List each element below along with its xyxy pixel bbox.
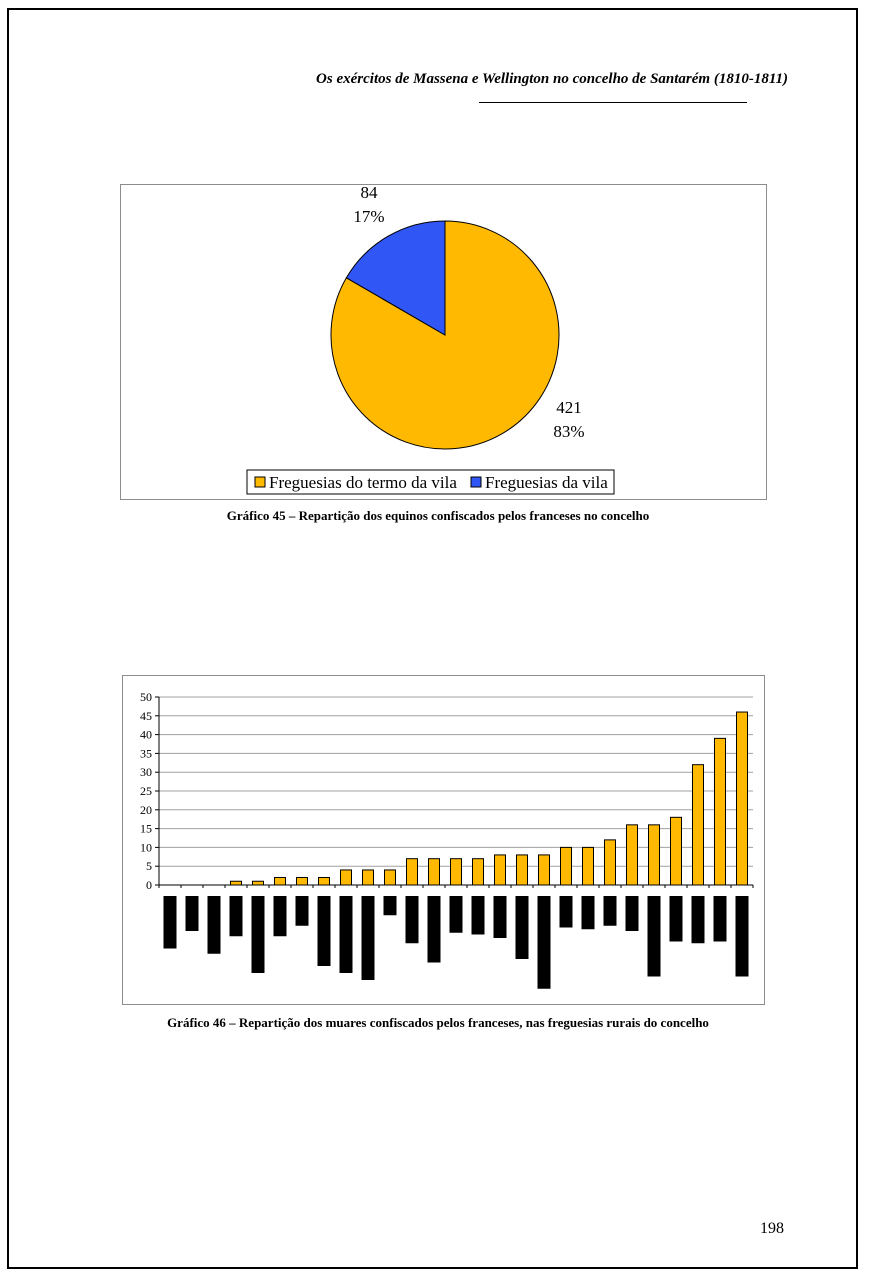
bar-positive-24 xyxy=(693,765,704,885)
bar-positive-7 xyxy=(319,877,330,885)
bar-positive-6 xyxy=(297,877,308,885)
bar-negative-8 xyxy=(340,896,353,973)
y-tick-label-1: 5 xyxy=(146,859,152,874)
bar-positive-12 xyxy=(429,859,440,885)
bar-positive-23 xyxy=(671,817,682,885)
bar-positive-5 xyxy=(275,877,286,885)
bar-positive-8 xyxy=(341,870,352,885)
y-tick-label-0: 0 xyxy=(146,878,152,892)
bar-positive-11 xyxy=(407,859,418,885)
bar-negative-6 xyxy=(296,896,309,926)
bar-negative-20 xyxy=(604,896,617,926)
pie-value-label-0: 421 xyxy=(556,398,582,417)
bar-negative-16 xyxy=(516,896,529,959)
bar-positive-26 xyxy=(737,712,748,885)
bar-negative-5 xyxy=(274,896,287,936)
bar-negative-12 xyxy=(428,896,441,963)
legend-swatch-0 xyxy=(255,477,265,487)
bar-chart-container xyxy=(122,675,765,1005)
bar-positive-25 xyxy=(715,738,726,885)
bar-negative-11 xyxy=(406,896,419,943)
y-tick-label-9: 45 xyxy=(140,708,152,723)
pie-value-label-1: 84 xyxy=(360,185,378,202)
bar-positive-17 xyxy=(539,855,550,885)
bar-negative-22 xyxy=(648,896,661,977)
pie-percent-label-0: 83% xyxy=(553,422,585,441)
bar-negative-18 xyxy=(560,896,573,928)
bar-negative-7 xyxy=(318,896,331,966)
bar-positive-18 xyxy=(561,847,572,885)
running-header: Os exércitos de Massena e Wellington no concelho de Santarém (1810-1811) xyxy=(316,71,788,87)
bar-negative-23 xyxy=(670,896,683,942)
bar-negative-24 xyxy=(692,896,705,943)
bar-positive-16 xyxy=(517,855,528,885)
bar-negative-19 xyxy=(582,896,595,929)
bar-negative-3 xyxy=(230,896,243,936)
bar-positive-15 xyxy=(495,855,506,885)
bar-negative-14 xyxy=(472,896,485,935)
pie-percent-label-1: 17% xyxy=(353,207,385,226)
bar-positive-13 xyxy=(451,859,462,885)
y-gridlines xyxy=(159,697,753,866)
bar-positive-3 xyxy=(231,881,242,885)
bar-negative-13 xyxy=(450,896,463,933)
bar-negative-26 xyxy=(736,896,749,977)
bar-positive-4 xyxy=(253,881,264,885)
y-tick-label-2: 10 xyxy=(140,840,152,855)
header-rule xyxy=(479,102,747,103)
bar-negative-0 xyxy=(164,896,177,949)
bar-negative-21 xyxy=(626,896,639,931)
y-tick-label-6: 30 xyxy=(140,765,152,780)
bar-positive-14 xyxy=(473,859,484,885)
bar-negative-17 xyxy=(538,896,551,989)
legend-label-1: Freguesias da vila xyxy=(485,473,608,492)
bar-negative-1 xyxy=(186,896,199,931)
legend-swatch-1 xyxy=(471,477,481,487)
bar-positive-19 xyxy=(583,847,594,885)
bar-positive-21 xyxy=(627,825,638,885)
y-tick-label-4: 20 xyxy=(140,802,152,817)
y-tick-label-7: 35 xyxy=(140,746,152,761)
bar-negative-2 xyxy=(208,896,221,954)
bar-negative-10 xyxy=(384,896,397,915)
bar-negative-9 xyxy=(362,896,375,980)
bar-positive-22 xyxy=(649,825,660,885)
bar-negative-4 xyxy=(252,896,265,973)
bar-chart xyxy=(123,676,764,1004)
pie-legend xyxy=(247,470,614,494)
pie-chart-container xyxy=(120,184,767,500)
y-tick-label-3: 15 xyxy=(140,821,152,836)
pie-chart-caption: Gráfico 45 – Repartição dos equinos confiscados pelos franceses no concelho xyxy=(226,508,650,523)
y-tick-label-8: 40 xyxy=(140,727,152,742)
bar-positive-20 xyxy=(605,840,616,885)
legend-label-0: Freguesias do termo da vila xyxy=(269,473,457,492)
bar-negative-25 xyxy=(714,896,727,942)
bar-chart-caption: Gráfico 46 – Repartição dos muares confiscados pelos franceses, nas freguesias rurais do concelho xyxy=(167,1015,709,1030)
bar-positive-9 xyxy=(363,870,374,885)
pie-chart xyxy=(121,185,766,499)
page-number: 198 xyxy=(760,1220,784,1237)
y-tick-label-10: 50 xyxy=(140,690,152,704)
bar-negative-15 xyxy=(494,896,507,938)
bar-positive-10 xyxy=(385,870,396,885)
y-tick-label-5: 25 xyxy=(140,784,152,798)
